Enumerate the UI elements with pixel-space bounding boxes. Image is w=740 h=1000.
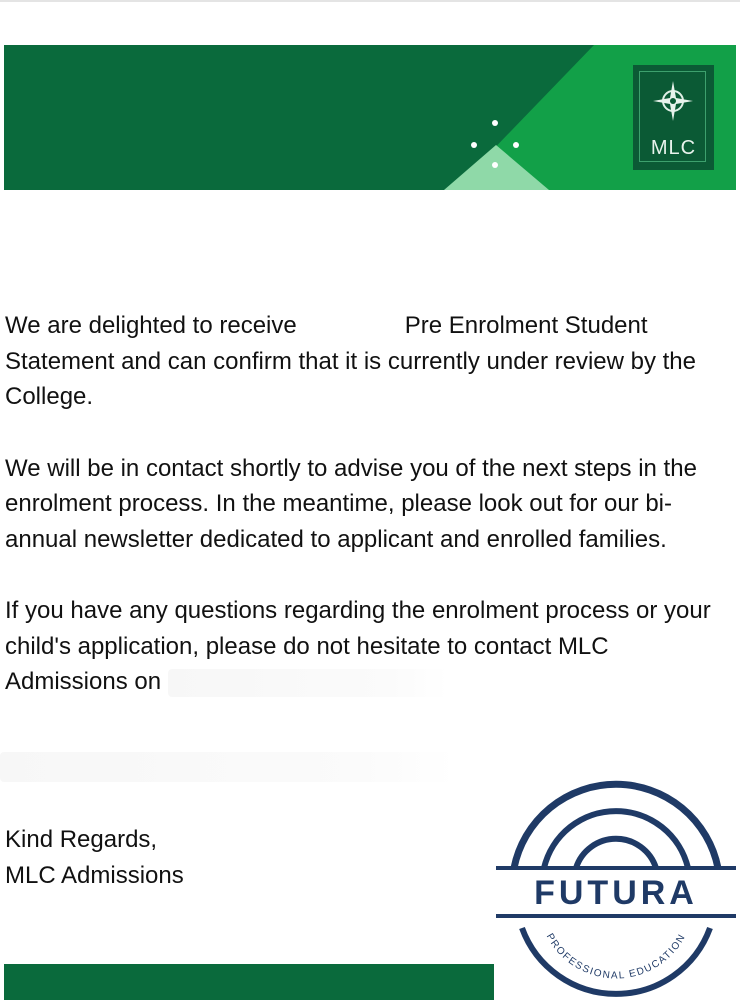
decorative-dots-icon [444, 115, 534, 190]
badge-brand: FUTURA [534, 874, 698, 912]
signature-text: MLC Admissions [5, 862, 184, 889]
paragraph-2: We will be in contact shortly to advise you of the next steps in the enrolment process. In the meantime, please look out for our bi-annual newsletter dedicated to applicant and enrolled families. [5, 454, 697, 553]
signoff [5, 822, 184, 894]
closing-text: Kind Regards, [5, 826, 158, 853]
redacted-phone [168, 669, 448, 697]
letter-body [5, 308, 735, 736]
star-crest-icon [651, 79, 695, 123]
mlc-logo [633, 65, 714, 170]
badge-tagline: PROFESSIONAL EDUCATION [543, 931, 689, 982]
paragraph-1-end: Pre Enrolment Student Statement and can confirm that it is currently under review by the College. [5, 312, 696, 410]
footer-bar [4, 964, 494, 1000]
header-banner [4, 45, 736, 190]
paragraph-1 [5, 308, 735, 415]
redacted-contact-line [0, 752, 455, 782]
banner-graphic [4, 45, 736, 190]
futura-badge [492, 778, 740, 1000]
paragraph-3-text: If you have any questions regarding the enrolment process or your child's application, please do not hesitate to contact MLC Admissions on [5, 597, 711, 695]
paragraph-1-start: We are delighted to receive [5, 312, 297, 339]
logo-text: MLC [650, 137, 697, 159]
top-divider [0, 0, 740, 2]
paragraph-3 [5, 593, 735, 700]
